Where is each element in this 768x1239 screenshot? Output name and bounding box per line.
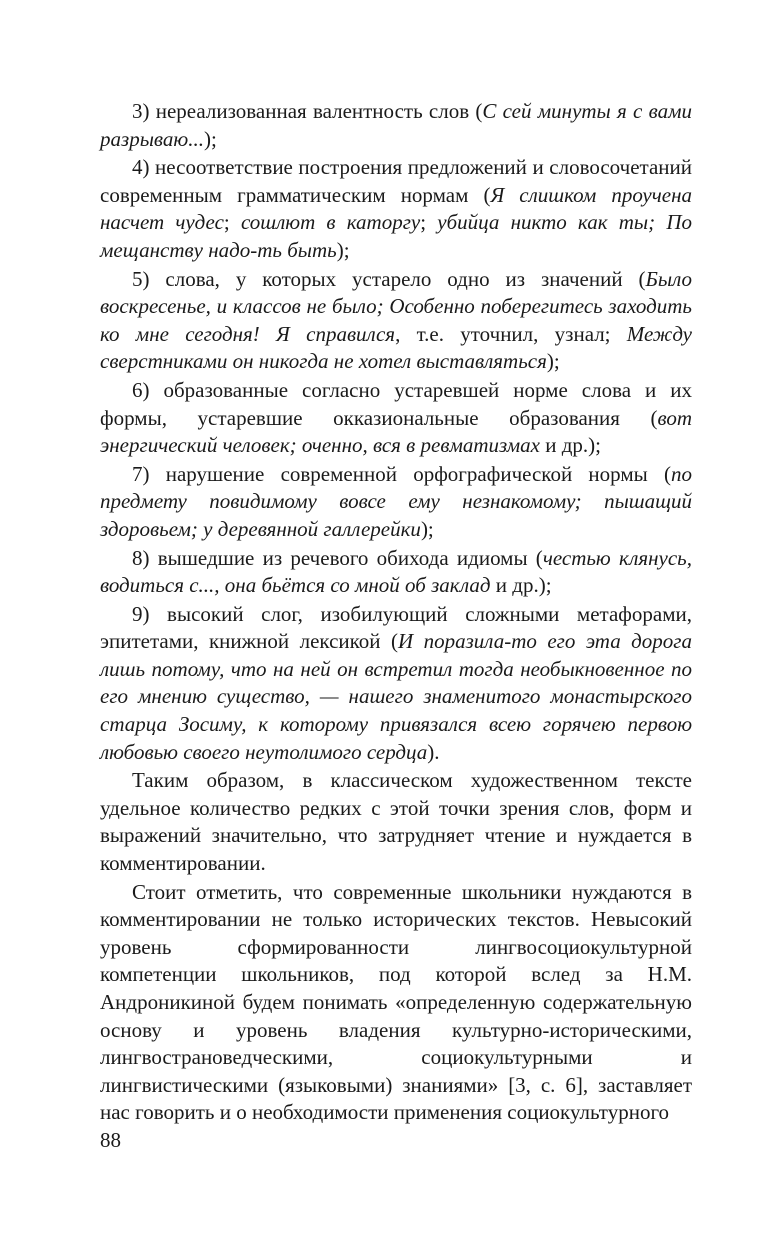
list-item-3: 3) нереализованная валентность слов (С сей минуты я с вами разрываю...); <box>100 99 692 151</box>
paragraph-schoolchildren: Стоит отметить, что современные школьники нуждаются в комментировании не только исторических текстов. Невысокий уровень сформированности лингвосоциокультурной компетенции школьников, под которой вслед за Н.М. Андроникиной будем понимать «определенную содержательную основу и уровень владения культурно-историческими, лингвострановедческими, социокультурными и лингвистическими (языковыми) знаниями» [3, с. 6], заставляет нас говорить и о необходимости применения социокультурного <box>100 879 692 1125</box>
list-item-4: 4) несоответствие построения предложений и словосочетаний современным грамматическим нормам (Я слишком проучена насчет чудес; сошлют в каторгу; убийца никто как ты; По мещанству надо-ть быть); <box>100 155 692 262</box>
list-item-8: 8) вышедшие из речевого обихода идиомы (честью клянусь, водиться с..., она бьётся со мной об заклад и др.); <box>100 545 692 598</box>
list-item-5: 5) слова, у которых устарело одно из значений (Было воскресенье, и классов не было; Особенно поберегитесь заходить ко мне сегодня! Я справился, т.е. уточнил, узнал; Между сверстниками он никогда не хотел выставляться); <box>100 266 692 374</box>
page-number: 88 <box>100 1128 121 1152</box>
list-item-7: 7) нарушение современной орфографической нормы (по предмету повидимому вовсе ему незнакомому; пышащий здоровьем; у деревянной галлерейки); <box>100 461 692 541</box>
page-body <box>100 98 692 1128</box>
paragraph-conclusion: Таким образом, в классическом художественном тексте удельное количество редких с этой точки зрения слов, форм и выражений значительно, что затрудняет чтение и нуждается в комментировании. <box>100 768 692 876</box>
list-item-9: 9) высокий слог, изобилующий сложными метафорами, эпитетами, книжной лексикой (И поразила-то его эта дорога лишь потому, что на ней он встретил тогда необыкновенное по его мнению существо, — нашего знаменитого монастырского старца Зосиму, к которому привязался всею горячею первою любовью своего неутолимого сердца). <box>100 601 692 764</box>
list-item-6: 6) образованные согласно устаревшей норме слова и их формы, устаревшие окказиональные образования (вот энергический человек; оченно, вся в ревматизмах и др.); <box>100 377 692 458</box>
